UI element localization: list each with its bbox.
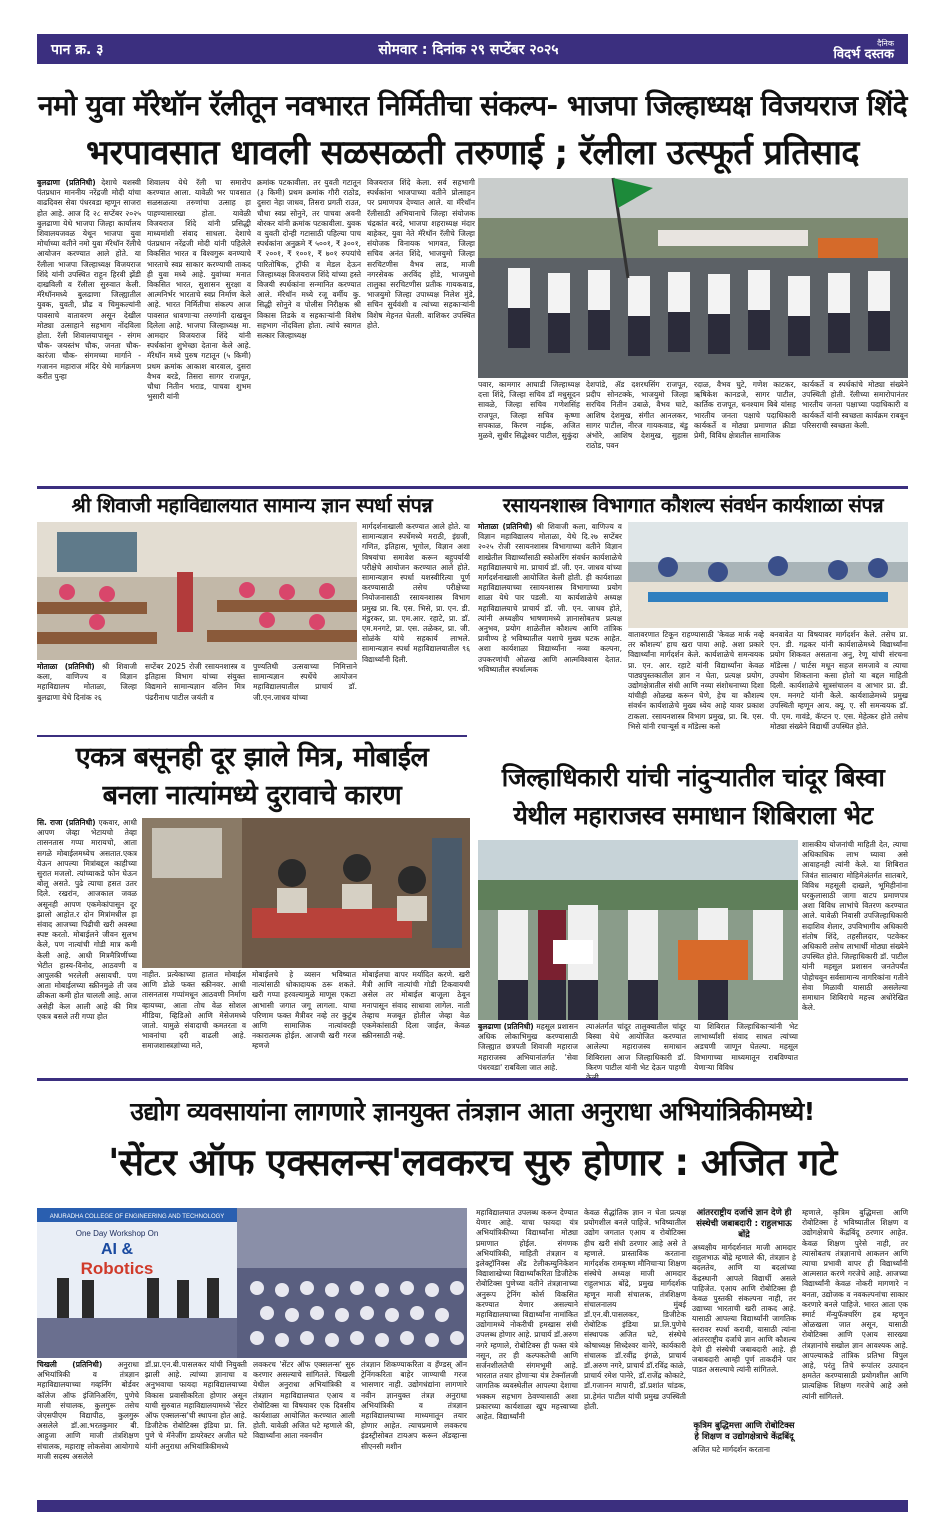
story3-col1: मोताळा (प्रतिनिधी) श्री शिवाजी कला, वाणिज्य व विज्ञान महाविद्यालय मोताळा, येथे दि.२७ सप्टेंबर २०२५ रोजी रसायनशास्त्र विभागाच्या वतीने विज्ञान शाखेतील विद्यार्थ्यांसाठी स्कोअरिंग संवर्धन कार्यशाळेचे महाविद्यालयाचे मा. प्राचार्य डॉ. जी. एन. जाधव यांच्या मार्गदर्शनाखाली आयोजित केली होती. ही कार्यशाळा महाविद्यालयाच्या रसायनशास्त्र विभागाच्या प्रयोग शाळा येथे पार पडली. या कार्यशाळेचे अध्यक्ष महाविद्यालयाचे प्राचार्य डॉ. जी. एन. जाधव होते, त्यांनी अध्यक्षीय भाषणामध्ये ज्ञानासोबतच प्रत्यक्ष अनुभव, प्रयोग शाळेतील कौशल्य आणि तांत्रिक प्रावीण्य हे भविष्यातील यशाचे मुख्य घटक आहेत. अशा कार्यशाळा विद्यार्थ्यांना नव्या कल्पना, उपकरणांची ओळख आणि आत्मविश्वास देतात. भविष्यातील स्पर्धात्मक	[478, 522, 622, 674]
story1-dateline: बुलढाणा (प्रतिनिधी)	[37, 178, 96, 187]
divider-1	[37, 486, 908, 489]
story2-headline: श्री शिवाजी महाविद्यालयात सामान्य ज्ञान स्पर्धा संपन्न	[71, 493, 433, 517]
story4-text-right	[142, 970, 470, 1074]
story5-col1: बुलढाणा (प्रतिनिधी) महसूल प्रशासन अधिक लोकाभिमुख करण्यासाठी जिल्ह्यात छत्रपती शिवाजी महाराज महाराजस्व अभियानांतर्गत 'सेवा पंधरवडा' राबविला जात आहे.	[478, 1022, 578, 1072]
story6-col7: अध्यक्षीय मार्गदर्शनात माजी आमदार राहुलभाऊ बोंद्रे म्हणाले की, तंत्रज्ञान हे बदलतेय, आणि या बदलांच्या केंद्रस्थानी आपले विद्यार्थी असले पाहिजेत. एआय आणि रोबोटिक्स ही केवळ पुस्तकी संकल्पना नाही, तर उद्याच्या भारताची खरी ताकद आहे. यासाठी आपल्या विद्यार्थ्यांनी जागतिक स्तरावर स्पर्धा करावी, यासाठी त्यांना आंतरराष्ट्रीय दर्जाचे ज्ञान आणि कौशल्य देणे ही संस्थेची जबाबदारी आहे. ही जबाबदारी आम्ही पूर्ण ताकदीने पार पाडत असल्याचे त्यांनी सांगितले.	[692, 1243, 796, 1375]
story6-headline1: उद्योग व्यवसायांना लागणारे ज्ञानयुक्त तंत्रज्ञान आता अनुराधा अभियांत्रिकीमध्ये!	[130, 1097, 815, 1126]
story4-dateline: सि. राजा (प्रतिनिधी)	[37, 818, 96, 827]
story5-headline2: येथील महाराजस्व समाधान शिबिराला भेट	[513, 801, 873, 830]
mobile-friends-photo-image	[142, 818, 470, 968]
photo-banner-text: ANURADHA COLLEGE OF ENGINEERING AND TECHNOLOGY	[49, 1214, 225, 1220]
story6-text-left	[37, 1360, 467, 1496]
story2-dateline: मोताळा (प्रतिनिधी)	[37, 662, 95, 671]
story1-text-right	[478, 380, 908, 484]
story3-col3: बनवावेत या विषयावर मार्गदर्शन केले. तसेच प्रा. एन. डी. गद्रकर यांनी कार्यशाळेमध्ये विद्यार्थ्यांना प्रयोग शिकवत असताना अनु, रेणू यांची संरचना मॉडेल्स / चार्टस मधून सहज समजावे व त्याचा उपयोग शिकताना कसा होतो या बद्दल माहिती दिली. कार्यशाळेचे सूत्रसंचालन व आभार प्रा. डी. एम. मनगटे यांनी केले. कार्यशाळेमध्ये प्रमुख उपस्थिती म्हणून आय. क्यू. ए. सी समन्वयक डॉ. पी. एम. गावंडे, कॅप्टन ए. एस. मेहेत्कर होते तसेच मोठ्या संख्येने विद्यार्थी उपस्थित होते.	[770, 630, 908, 731]
story6-col2: डॉ.प्रा.एन.बी.पासलकर यांची नियुक्ती झाली आहे. त्यांच्या ज्ञानाचा व अनुभवाचा फायदा महाविद्यालयाच्या विकास प्रवासीकरिता होणार असून याची सुरुवात महाविद्यालयामध्ये 'सेंटर ऑफ एक्सलन्स'ची स्थापना होत आहे. डिजीटेक रोबोटिक्स इंडिया प्रा. लि. पुणे चे मॅनेजींग डायरेक्टर अजीत घटे यांनी अनुराधा अभियांत्रिकीमध्ये	[145, 1360, 247, 1451]
story6-col5: महाविद्यालयात उपलब्ध करून देण्यात येणार आहे. याचा फायदा यंत्र अभियांत्रिकीच्या विद्यार्थ्यांना मोठ्या प्रमाणात होईल. संगणक अभियांत्रिकी, माहिती तंत्रज्ञान व इलेक्ट्रॉनिक्स अँड टेलीकम्युनिकेशन विद्याशाखेच्या विद्यार्थ्यांकरिता डिजीटेक रोबोटिक्स पुणेच्या वतीने तंत्रज्ञानाच्या अनुरूप ट्रेनिंग कोर्स विकसित करण्यात येणार असल्याने महाविद्यालयाच्या विद्यार्थ्यांना नामांकित उद्योगामध्ये नोकरीची हमखास संधी उपलब्ध होणार आहे. प्राचार्य डॉ.अरुण नगरे म्हणाले, रोबोटिक्स ही फक्त यंत्रे नसून, तर ही कल्पकतेची आणि सर्जनशीलतेची संगमभूमी आहे. भारतात तयार होणाऱ्या यंत्र टेक्नॉलजी जागतिक व्यवस्थेतील आपल्या देशाचा भक्कम सहभाग ठेवण्यासाठी अशा प्रकारच्या कार्यशाळा खूप महत्त्वाच्या आहेत. विद्यार्थ्यांनी	[476, 1208, 578, 1422]
story1-col5: पवार, कामगार आघाडी जिल्हाध्यक्ष दत्ता शिंदे, जिल्हा सचिव डॉ मधुसूदन सावळे, जिल्हा सचिव गणेशसिंह राजपूत, जिल्हा सचिव कृष्णा सपकाळ, किरण नाईक, अजित मुळवे, सुधीर सिद्धेश्वर पाटील, सुकुंदा	[478, 380, 580, 441]
story4-text-left	[37, 818, 137, 1074]
story3-dateline: मोताळा (प्रतिनिधी)	[478, 522, 533, 531]
workshop-photo-image	[628, 522, 908, 628]
issue-date: सोमवार : दिनांक २९ सप्टेंबर २०२५	[378, 41, 559, 58]
story5-col2: त्याअंतर्गत चांदूर तालुक्यातील चांदूर बिस्वा येथे आयोजित करण्यात आलेल्या महाराजस्व समाधान शिबिराला आज जिल्हाधिकारी डॉ. किरण पाटील यांनी भेट देऊन पाहणी	[586, 1022, 686, 1072]
story5-col4: शासकीय योजनांची माहिती देत, त्याचा अधिकाधिक लाभ घ्यावा असे आवाहनही त्यांनी केले. या शिबिरात जिवंत सातबारा मोहिमेअंतर्गत सातबारे, विविध महसूली दाखले, भूमिहीनांना घरकुलासाठी जागा वाटप प्रमाणपत्र अशा विविध लाभांचे वितरण करण्यात आले. यावेळी निवासी उपजिल्हाधिकारी सदाशिव शेलार, उपविभागीय अधिकारी संतोष शिंदे, तहसीलदार, पटवेकर अधिकारी तसेच लाभार्थी मोठ्या संख्येने उपस्थित होते. जिल्हाधिकारी डॉ. पाटील यांनी महसूल प्रशासन जनतेपर्यंत पोहोचवून सर्वसामान्य नागरिकांना गतीने सेवा मिळावी यासाठी असलेल्या समाधान शिबिराचे महत्त्व अधोरेखित केले.	[802, 840, 908, 1013]
story6-col7-wrap	[692, 1208, 796, 1496]
story5-headline1: जिल्हाधिकारी यांची नांदुऱ्यातील चांदूर बिस्वा	[501, 763, 885, 792]
story5-col3: या शिबिरात जिल्हाधिकाऱ्यांनी भेट लाभार्थ्यांशी संवाद साधत त्यांच्या अडचणी जाणून घेतल्या. महसूल विभागाच्या माध्यमातून राबविण्यात येणाऱ्या विविध	[694, 1022, 798, 1072]
story1-headline2: भरपावसात धावली सळसळती तरुणाई ; रॅलीला उत्स्फूर्त प्रतिसाद	[86, 133, 859, 173]
masthead-small: दैनिक	[877, 39, 894, 48]
divider-2a	[37, 735, 467, 737]
masthead	[833, 38, 894, 60]
marathon-photo	[478, 178, 908, 378]
story2-text-right	[362, 522, 470, 732]
photo-ai-text: AI &	[101, 1241, 133, 1258]
story2-col4: मार्गदर्शनाखाली करण्यात आले होते. या सामान्यज्ञान स्पर्धेमध्ये मराठी, इंग्रजी, गणित, इतिहास, भूगोल, विज्ञान अशा विषयांचा समावेश करून बहुपर्यायी परीक्षेचे आयोजन करण्यात आले होते. सामान्यज्ञान स्पर्धा यशस्वीरित्या पूर्ण करण्यासाठी तसेच परीक्षेच्या नियोजनासाठी रसायनशास्त्र विभाग प्रमुख प्रा. बि. एस. भिसे, प्रा. एन. डी. मंडुरकर, प्रा. एम.आर. रहाटे, प्रा. डॉ. एम.मनगटे, प्रा. एस. तळेकर, प्रा. जी. सोळंके यांचे सहकार्य लाभले. सामान्यज्ञान स्पर्धा महाविद्यालयातील ९६ विद्यार्थ्यांनी दिली.	[362, 522, 470, 664]
story2-col2: सप्टेंबर 2025 रोजी रसायनशास्त्र व इतिहास विभाग यांच्या संयुक्त विद्यमाने सामान्यज्ञान वलिन मित्र पंढरीनाथ पाटील जयंती व	[145, 662, 245, 702]
workshop-photo	[628, 522, 908, 628]
story1-col1: बुलढाणा (प्रतिनिधी) देशाचे यशस्वी पंतप्रधान माननीय नरेंद्रजी मोदी यांचा वाढदिवस सेवा पंधरवडा म्हणून साजरा होत आहे. आज दि २८ सप्टेंबर २०२५ बुलढाणा येथे भाजपा जिल्हा कार्यालय शिवालयजवळ येथून भाजपा युवा मोर्चाच्या वतीने नमो युवा मॅरेथॉन रॅलीचे आयोजन करण्यात आले होते. या रॅलीला भाजपा जिल्हाध्यक्ष विजयराज शिंदे यांनी उपस्थित राहून हिरवी झेंडी दाखविली व रॅलीला सुरुवात केली. मॅरेथॉनमध्ये बुलढाणा जिल्ह्यातील युवक, युवती, प्रौढ व चिमुकल्यांनी पावसाचे वातावरण असून देखील मोठ्या उत्साहाने सहभाग नोंदविला होता. रॅली शिवालयापासून - संगम चौक- जयस्तंभ चौक, जनता चौक- कारंजा चौक- संगमच्या मार्गाने - गजानन महाराज मंदिर येथे मार्गक्रमण करीत पुन्हा	[37, 178, 141, 381]
quiz-photo	[37, 522, 357, 660]
story1-col3: क्रमांक पटकावीला. तर युवती गटातून (३ किमी) प्रथम क्रमांक गौरी राठोड, दुसरा नेहा जाधव, तिसरा प्रगती राउत, चौथा स्वप्न सोनुने, तर पाचवा अवनी बोरकर यांनी क्रमांक पटकावीला. युवक व युवती दोन्ही गटासाठी पहिल्या पाच स्पर्धकांना अनुक्रमे ₹ ५००१, ₹ ३००१, ₹ २००१, ₹ १००१, ₹ ७०१ रुपयांचे पारितोषिक, ट्रॉफी व मेडल देऊन जिल्हाध्यक्ष विजयराज शिंदे यांच्या हस्ते विजयी स्पर्धकांना सन्मानित करण्यात आले. मॅरेथॉन मध्ये रजू वर्मीय कु. सिद्धी सोनुने व पोलीस निरीक्षक श्री विकास तिडके व सहकाऱ्यांनी विशेष सहभाग नोंदविला होता. त्यांचे स्वागत सत्कार जिल्हाध्यक्ष	[257, 178, 361, 341]
divider-3	[37, 1078, 908, 1081]
story1-text-left	[37, 178, 477, 484]
story4-headline2: बनला नात्यांमध्ये दुरावाचे कारण	[102, 780, 402, 811]
photo-workshop-text: One Day Workshop On	[75, 1229, 159, 1238]
photo-robotics-text: Robotics	[80, 1259, 154, 1278]
story1-col4: विजयराज शिंदे केला. सर्व सहभागी स्पर्धकांना भाजपाच्या वतीने प्रोत्साहन पर प्रमाणपत्र देण्यात आले. या मॅरेथॉन रॅलीसाठी अभियानाचे जिल्हा संयोजक चंद्रकांत बरदे, भाजपा शहराध्यक्ष मंदार बाहेकर, युवा नेते मॅरेथॉन रॅलीचे जिल्हा संयोजक विनायक भागवत, जिल्हा सचिव अनंत शिंदे, भाजयुमो जिल्हा सरचिटणीस वैभव लाड, माजी नगरसेवक अरविंद होंडे, भाजयुमो तालुका सरचिटणीस प्रतीक गायकवाड, भाजयुमो जिल्हा उपाध्यक्ष निलेश मुंडे, सचिन सुर्यवंशी व त्यांच्या सहकाऱ्यांनी विशेष मेहनत घेतली. वाशिकर उपस्थित होते.	[367, 178, 475, 330]
masthead-title: विदर्भ दस्तक	[833, 47, 894, 62]
ai-robotics-workshop-photo	[37, 1208, 467, 1358]
story6-col3: लवकरच 'सेंटर ऑफ एक्सलन्स' सुरु करणार असल्याचे सांगितले. चिखली येथील अनुराधा अभियांत्रिकी व तंत्रज्ञान महाविद्यालयात एआय व रोबोटिक्स या विषयावर एक दिवसीय कार्यशाळा आयोजित करण्यात आली होती. यावेळी अजित घटे म्हणाले की, विद्यार्थ्यांना आता नवनवीन	[253, 1360, 355, 1441]
story1-col2: शिवालय येथे रॅली चा समारोप करण्यात आला. यावेळी भर पावसात सळसळत्या तरुणांचा उत्साह हा पाहण्यासारखा होता. यावेळी विजयराज शिंदे यांनी प्रसिद्धी माध्यमांशी संवाद साधला. देशाचे पंतप्रधान नरेंद्रजी मोदी यांनी पहिलेले विकसित भारत व विश्वगुरू बनण्याचे भारताचे स्वप्न साकार करण्याची ताकद ही युवा मध्ये आहे. युवांच्या मनात विकसित भारत, सुशासन सुरक्षा व आत्मनिर्भर भारताचे स्वप्न निर्माण केले आहे. भारत निर्मितीचा संकल्प आज पावसात धावणाऱ्या तरुणांनी दाखवून दिलेला आहे. भाजपा जिल्हाध्यक्ष मा. आमदार विजयराज शिंदे यांनी स्पर्धकांना शुभेच्छा देताना केले आहे. मॅरेथॉन मध्ये पुरुष गटातून (५ किमी) प्रथम क्रमांक आकाश बारवाल, दुसरा वैभव बरडे, तिसरा सागर राजपूत, चौथा नितीन भराड, पाचवा शुभम भुसारी यांनी	[147, 178, 251, 402]
story4-col3: मोबाईलचे हे व्यसन भविष्यात नात्यांसाठी धोकादायक ठरू शकते. खरी गप्पा हरवल्यामुळे माणूस एकटा आभासी जगात जगू लागला. याचा परिणाम फक्त मैत्रीवर नव्हे तर कुटुंब आणि सामाजिक नात्यांवरही नकारात्मक होईल. आजची खरी गरज म्हणजे	[252, 970, 356, 1051]
story6-text-right	[476, 1208, 908, 1496]
story3-text-right	[628, 630, 908, 732]
story6-headline2: 'सेंटर ऑफ एक्सलन्स'लवकरच सुरु होणार : अजित गटे	[108, 1141, 837, 1184]
story4-col1: सि. राजा (प्रतिनिधी) एकवार, आधी आपण जेव्हा भेटायचो तेव्हा तासनतास गप्पा मारायचो, आता सगळे मोबाईलमध्येच असतात.एकत्र येऊन आपल्या मित्रांबद्दल काहीच्या सुरात मजलो. त्यांच्याकडे फोन घेऊन बोलू असते. पुढे त्याचा हसत उतर दिले. रखरांन, आजकाल जवळ असूनही आपण एकमेकांपासून दूर झालो आहोत.र दोन मित्रांमधील हा संवाद आजच्या पिढीची खरी अवस्था स्पष्ट करतो. मोबाईलने जीवन सुलभ केले, पण नात्यांची गोडी मात्र कमी केली आहे. आधी मित्रमैत्रिणींच्या भेटीत हास्य-विनोद, आठवणी व आपुलकी भरलेली असायची. पण आता मोबाईलच्या स्क्रीनमुळे ती जव ळीकता कमी होत चालली आहे. आज असेही केल आली आहे की मित्र एकत्र बसले तरी गप्पा होत	[37, 818, 138, 1021]
collector-visit-photo-image	[478, 840, 798, 1020]
story5-text-right	[802, 840, 908, 1074]
story1-col8: कार्यकर्ते व स्पर्धकांचे मोठ्या संख्येने उपस्थिती होती. रॅलीच्या समारोपानंतर भारतीय जनता पक्षाच्या पदाधिकारी व कार्यकर्ते यांनी स्वच्छता कार्यक्रम राबवून परिसराची स्वच्छता केली.	[802, 380, 908, 430]
story6-col1: चिखली (प्रतिनिधी) अनुराधा अभियांत्रिकी व तंत्रज्ञान महाविद्यालयाच्या गव्हर्निंग बोर्डवर कॉलेज ऑफ इंजिनिअरिंग, पुणेचे माजी संचालक, कुलगुरू तसेच जेएसपीएम विद्यापीठ, कुलगुरू असलेले डॉ.आ.भरतकुमार बी. आहुजा आणि माजी तंत्रशिक्षण संचालक, महाराष्ट्र लोकसेवा आयोगाचे माजी सदस्य असलेले	[37, 1360, 139, 1461]
mobile-friends-photo	[142, 818, 470, 968]
marathon-photo-image	[478, 178, 908, 378]
story1-headline1: नमो युवा मॅरेथॉन रॅलीतून नवभारत निर्मितीचा संकल्प- भाजपा जिल्हाध्यक्ष विजयराज शिंदे	[37, 89, 907, 122]
story6-subhead1: आंतरराष्ट्रीय दर्जाचे ज्ञान देणे ही संस्थेची जबाबदारी : राहुलभाऊ बोंद्रे	[696, 1208, 792, 1240]
story5-text-bottom	[478, 1022, 798, 1074]
story1-col7: रदाळ, वैभव घुटे, गणेश काटकर, ऋषिकेश कानडजे, सागर पाटील, कार्तिक राजपूत, धनश्याम बिबे यांसह भारतीय जनता पक्षाचे पदाधिकारी कार्यकर्ते व मोठ्या प्रमाणात क्रीडा प्रेमी, विविध क्षेत्रातील सामाजिक	[694, 380, 796, 441]
story6-col4: तंत्रज्ञान शिकण्याकरिता व हँण्डस् ऑन ट्रेनिंगकरिता बाहेर जाण्याची गरज भासणार नाही. उद्योगधंद्यांना लागणारे नवीन ज्ञानयुक्त तंत्रज्ञ अनुराधा अभियांत्रिकी व तंत्रज्ञान महाविद्यालयाच्या माध्यमातून तयार होणार आहेत. त्याचप्रमाणे लवकरच इंडस्ट्रीसोबत टायअप करून ॲडव्हान्स सीएनसी मशीन	[361, 1360, 467, 1451]
page-number: पान क्र. ३	[51, 41, 104, 58]
story6-col7b: अजित घटे मार्गदर्शन करताना	[692, 1445, 770, 1454]
story6-dateline: चिखली (प्रतिनिधी)	[37, 1360, 103, 1369]
story3-headline: रसायनशास्त्र विभागात कौशल्य संवर्धन कार्यशाळा संपन्न	[502, 493, 884, 517]
page-header-bar	[37, 34, 908, 64]
quiz-photo-image	[37, 522, 357, 660]
story5-dateline: बुलढाणा (प्रतिनिधी)	[478, 1022, 534, 1031]
story4-col4: मोबाईलचा वापर मर्यादित करणे. खरी मैत्री आणि नात्यांची गोडी टिकवायची असेल तर मोबाईल बाजूला ठेवून मनापासून संवाद साधावा लागेल. नाती तेव्हाच मजबूत होतील जेव्हा वेळ एकमेकांसाठी दिला जाईल, केवळ स्क्रीनसाठी नव्हे.	[362, 970, 470, 1041]
story3-text-left	[478, 522, 624, 732]
footer-bar	[37, 1500, 908, 1512]
story4-col2: नाहीत. प्रत्येकाच्या हातात मोबाईल आणि डोळे फक्त स्क्रीनवर. आधी तासनतास गप्पांमधून आठवणी निर्माण व्हायच्या, आता तोच वेळ सोशल मीडिया, व्हिडिओ आणि मेसेजमध्ये जातो. यामुळे संवादाची कमतरता व भावनांचा दरी वाढली आहे. समाजशास्त्रज्ञांच्या मते,	[142, 970, 246, 1051]
story6-col6: केवळ सैद्धांतिक ज्ञान न घेता प्रत्यक्ष प्रयोगशील बनले पाहिजे. भविष्यातील उद्योग जगतात एआय व रोबोटिक्स हीच खरी संधी ठरणार आहे असे ते म्हणाले. प्रास्ताविक करताना मार्गदर्शक रामकृष्ण मौनिचाऱ्या शिक्षण संस्थेचे अध्यक्ष माजी आमदार राहुलभाऊ बोंद्रे, प्रमुख मार्गदर्शक म्हणून माजी संचालक, तंत्रशिक्षण संचालनालय मुंबई डॉ.एन.बी.पासलकर, डिजीटेक रोबोटिक इंडिया प्रा.लि.पुणेचे संस्थापक अजित घटे, संस्थेचे कोषाध्यक्ष सिध्देश्वर वानेरे, कार्यकारी संचालक डॉ.रवींद्र इंगळे, प्राचार्य डॉ.अरुण नगरे, प्राचार्य डॉ.रविंद्र काळे, प्राचार्य रमेश पानेरे, डॉ.राजेंद्र कोकाटे, डॉ.गजानन मापारी, डॉ.प्रशांत चांडक, प्रा.हेमंत पाटील यांची प्रमुख उपस्थिती होती.	[584, 1208, 686, 1411]
story1-col6: देशपांडे, ॲड दशरथसिंग राजपूत, प्रदीप सोनटक्के, भाजयुमो जिल्हा सरचिव नितीन उबाळे, वैभव घाटे, आशिष देशमुख, संगीत आनलकर, सागर पाटील, नीरज गायकवाड, बंडु अंभोरे, आशिष देशमुख, सुहास राठोड, पवन	[586, 380, 688, 451]
story2-col1: मोताळा (प्रतिनिधी) श्री शिवाजी कला, वाणिज्य व विज्ञान महाविद्यालय मोताळा, जिल्हा बुलढाणा येथे दिनांक २६	[37, 662, 137, 702]
story2-text-left	[37, 662, 357, 732]
story6-col8: म्हणाले, कृत्रिम बुद्धिमत्ता आणि रोबोटिक्स हे भविष्यातील शिक्षण व उद्योगक्षेत्राचे केंद्रबिंदू ठरणार आहेत. केवळ शिक्षण पुरेसे नाही, तर त्यासोबतच तंत्रज्ञानाचे आकलन आणि त्याचा प्रभावी वापर ही विद्यार्थ्यांनी आत्मसात करणे गरजेचे आहे. आजच्या विद्यार्थ्यांनी केवळ नोकरी मागणारे न बनता, उद्योजक व नवकल्पनांचा साकार करणारे बनले पाहिजे. भारत आता एक स्मार्ट मॅन्युफॅक्चरिंग हब म्हणून ओळखला जात असून, यासाठी रोबोटिक्स आणि एआय सारख्या तंत्रज्ञानांचे सखोल ज्ञान आवश्यक आहे. आपल्याकडे तांत्रिक प्रतिभा विपुल आहे, परंतु तिचे रूपांतर उत्पादन क्षमतेत करण्यासाठी प्रयोगशील आणि प्रात्यक्षिक शिक्षण गरजेचे आहे असे त्यांनी सांगितले.	[802, 1208, 908, 1401]
collector-visit-photo	[478, 840, 798, 1020]
story4-headline1: एकत्र बसूनही दूर झाले मित्र, मोबाईल	[75, 742, 429, 773]
ai-robotics-workshop-photo-image	[37, 1208, 467, 1358]
story6-subhead2: कृत्रिम बुद्धिमत्ता आणि रोबोटिक्स हे शिक्षण व उद्योगक्षेत्राचे केंद्रबिंदू	[693, 1421, 795, 1442]
story3-col2: वातावरणात टिकून राहण्यासाठी 'केवळ मार्क नव्हे तर कौशल्य' हाच खरा पाया आहे. अशा प्रकारे विद्यार्थ्यांना मार्गदर्शन केले. कार्यशाळेचे समन्वयक प्रा. एन. आर. रहाटे यांनी विद्यार्थ्यांना केवळ पाठ्यपुस्तकातील ज्ञान न घेता, प्रत्यक्ष प्रयोग, उद्योगक्षेत्रातील संधी आणि नव्या संशोधनाच्या दिशा यांचीही ओळख करून घेणे, हेच या कौशल्य संवर्धन कार्यशाळेचे मुख्य ध्येय आहे यावर प्रकाश टाकला. रसायनशास्त्र विभाग प्रमुख, प्रा. बि. एस. भिसे यांनी रचाऱ्यूर्स व मॉडेल्स कसे	[628, 630, 764, 731]
story2-col3: पुण्यतिथी उत्सवाच्या निमित्ताने सामान्यज्ञान स्पर्धेचे आयोजन महाविद्यालयातील प्राचार्य डॉ. जी.एन.जाधव यांच्या	[253, 662, 357, 702]
